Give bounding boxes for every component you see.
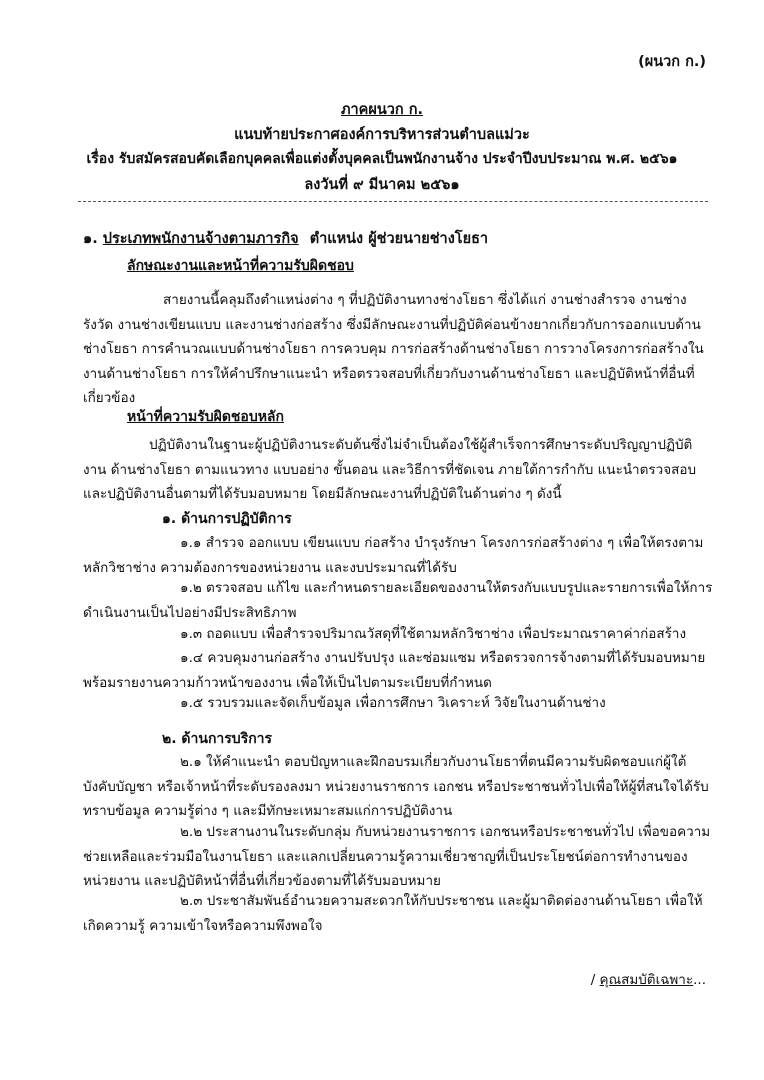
services-item-text: ๒.๑ ให้คำแนะนำ ตอบปัญหาและฝึกอบรมเกี่ยวกับงานโยธาที่ตนมีความรับผิดชอบแก่ผู้ใต้ บังคับบัญชา หรือเจ้าหน้าที่ระดับรองลงมา หน่วยงานราชการ เอกชน หรือประชาชนทั่วไปเพื่อให้ผู้ที่สนใจได้รับทราบข้อมูล ความรู้ต่าง ๆ และมีทักษะเหมาะสมแก่การปฏิบัติงาน (83, 754, 709, 819)
main-duties-intro (83, 433, 715, 507)
services-heading: ๒. ด้านการบริการ (162, 731, 273, 747)
services-item (83, 750, 715, 824)
operations-item (83, 691, 715, 716)
section-1-heading (83, 227, 488, 250)
duties-heading: ลักษณะงานและหน้าที่ความรับผิดชอบ (127, 258, 354, 274)
employee-type: ประเภทพนักงานจ้างตามภารกิจ (102, 231, 299, 247)
continuation-slash: / (590, 972, 596, 988)
services-item (83, 889, 715, 938)
services-item-text: ๒.๒ ประสานงานในระดับกลุ่ม กับหน่วยงานราชการ เอกชนหรือประชาชนทั่วไป เพื่อขอความช่วยเหลือและร่วมมือในงานโยธา และแลกเปลี่ยนความรู้ความเชี่ยวชาญที่เป็นประโยชน์ต่อการทำงานของหน่วยงาน และปฏิบัติหน้าที่อื่นที่เกี่ยวข้องตามที่ได้รับมอบหมาย (83, 824, 711, 889)
operations-item-text: ๑.๕ รวบรวมและจัดเก็บข้อมูล เพื่อการศึกษา วิเคราะห์ วิจัยในงานด้านช่าง (180, 695, 606, 711)
dashed-divider (78, 201, 708, 202)
duties-text: สายงานนี้คลุมถึงตำแหน่งต่าง ๆ ที่ปฏิบัติงานทางช่างโยธา ซึ่งได้แก่ งานช่างสำรวจ งานช่างรังวัด งานช่างเขียนแบบ และงานช่างก่อสร้าง ซึ่งมีลักษณะงานที่ปฏิบัติค่อนข้างยากเกี่ยวกับการออกแบบด้านช่างโยธา การคำนวณแบบด้านช่างโยธา การควบคุม การก่อสร้างด้านช่างโยธา การวางโครงการก่อสร้างในงานด้านช่างโยธา การให้คำปรึกษาแนะนำ หรือตรวจสอบที่เกี่ยวกับงานด้านช่างโยธา และปฏิบัติหน้าที่อื่นที่เกี่ยวข้อง (83, 292, 704, 406)
operations-item (83, 646, 715, 695)
main-duties-heading: หน้าที่ความรับผิดชอบหลัก (127, 409, 284, 425)
operations-item (83, 531, 715, 580)
operations-item (83, 576, 715, 625)
annex-reference: (ผนวก ก.) (638, 54, 706, 70)
operations-item (83, 622, 715, 647)
document-date: ลงวันที่ ๙ มีนาคม ๒๕๖๑ (304, 177, 460, 193)
document-title: ภาคผนวก ก. (340, 102, 424, 118)
operations-item-text: ๑.๒ ตรวจสอบ แก้ไข และกำหนดรายละเอียดของงานให้ตรงกับแบบรูปและรายการเพื่อให้การดำเนินงานเป็นไปอย่างมีประสิทธิภาพ (83, 580, 713, 621)
main-duties-intro-text: ปฏิบัติงานในฐานะผู้ปฏิบัติงานระดับต้นซึ่งไม่จำเป็นต้องใช้ผู้สำเร็จการศึกษาระดับปริญญาปฏิบัติงาน ด้านช่างโยธา ตามแนวทาง แบบอย่าง ขั้นตอน และวิธีการที่ชัดเจน ภายใต้การกำกับ แนะนำตรวจสอบ และปฏิบัติงานอื่นตามที่ได้รับมอบหมาย โดยมีลักษณะงานที่ปฏิบัติในด้านต่าง ๆ ดังนี้ (83, 437, 697, 502)
continuation-note (591, 968, 706, 990)
continuation-ellipsis: ... (693, 972, 706, 988)
services-item (83, 820, 715, 894)
services-item-text: ๒.๓ ประชาสัมพันธ์อำนวยความสะดวกให้กับประชาชน และผู้มาติดต่องานด้านโยธา เพื่อให้เกิดความรู้ ความเข้าใจหรือความพึงพอใจ (83, 893, 703, 934)
operations-item-text: ๑.๓ ถอดแบบ เพื่อสำรวจปริมาณวัสดุที่ใช้ตามหลักวิชาช่าง เพื่อประมาณราคาค่าก่อสร้าง (180, 626, 687, 642)
document-subtitle: แนบท้ายประกาศองค์การบริหารส่วนตำบลแม่วะ (234, 127, 530, 143)
operations-item-text: ๑.๑ สำรวจ ออกแบบ เขียนแบบ ก่อสร้าง บำรุงรักษา โครงการก่อสร้างต่าง ๆ เพื่อให้ตรงตามหลักวิชาช่าง ความต้องการของหน่วยงาน และงบประมาณที่ได้รับ (83, 535, 704, 576)
operations-item-text: ๑.๔ ควบคุมงานก่อสร้าง งานปรับปรุง และซ่อมแซม หรือตรวจการจ้างตามที่ได้รับมอบหมาย พร้อมรายงานความก้าวหน้าของงาน เพื่อให้เป็นไปตามระเบียบที่กำหนด (83, 650, 706, 691)
duties-paragraph (83, 288, 715, 411)
position-title: ตำแหน่ง ผู้ช่วยนายช่างโยธา (309, 231, 489, 247)
section-number: ๑. (83, 231, 98, 247)
document-subject: เรื่อง รับสมัครสอบคัดเลือกบุคคลเพื่อแต่งตั้งบุคคลเป็นพนักงานจ้าง ประจำปีงบประมาณ พ.ศ. ๒๕๖๑ (86, 151, 678, 167)
operations-heading: ๑. ด้านการปฏิบัติการ (162, 511, 292, 527)
continuation-next-label: คุณสมบัติเฉพาะ (599, 972, 694, 988)
